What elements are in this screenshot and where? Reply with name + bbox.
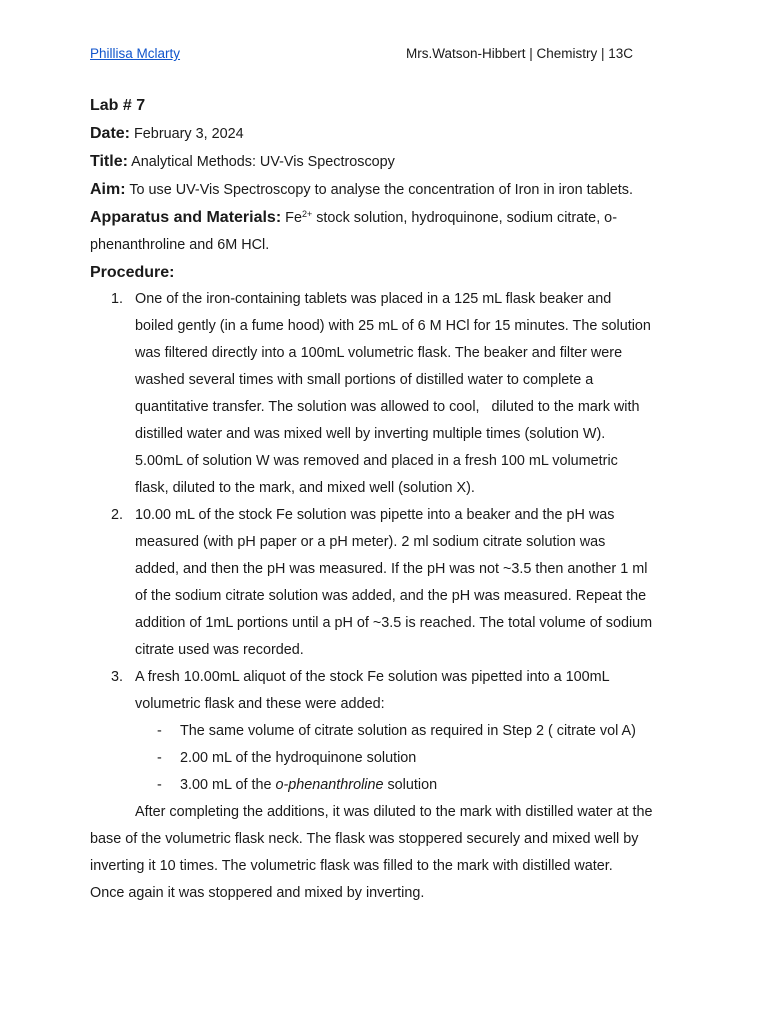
lab-number [90, 92, 690, 120]
step-line: quantitative transfer. The solution was allowed to cool, diluted to the mark with [135, 399, 640, 415]
title-label: Title: [90, 153, 128, 170]
step-line: boiled gently (in a fume hood) with 25 mL of 6 M HCl for 15 minutes. The solution [135, 318, 651, 334]
dash-bullet: - [157, 723, 162, 739]
addition-item [135, 772, 690, 799]
addition-text-italic: o-phenanthroline [275, 777, 384, 793]
date-label: Date: [90, 125, 131, 142]
procedure-heading: Procedure: [90, 264, 175, 281]
aim-line [90, 176, 690, 204]
fe-charge: 2+ [301, 209, 313, 219]
closing-line: inverting it 10 times. The volumetric flask was filled to the mark with distilled water. [90, 858, 613, 874]
date-value: February 3, 2024 [134, 126, 244, 142]
addition-text-post: solution [383, 777, 438, 793]
dash-bullet: - [157, 777, 162, 793]
step-number: 2. [111, 507, 124, 523]
step-line: citrate used was recorded. [135, 642, 304, 658]
additions-list [135, 718, 690, 799]
addition-text: 2.00 mL of the hydroquinone solution [180, 750, 417, 766]
closing-line: Once again it was stoppered and mixed by inverting. [90, 885, 425, 901]
step-line: A fresh 10.00mL aliquot of the stock Fe solution was pipetted into a 100mL [135, 669, 610, 685]
addition-item [135, 718, 690, 745]
page-header [90, 46, 678, 64]
procedure-step-3 [90, 664, 690, 799]
step-line: of the sodium citrate solution was added, and the pH was measured. Repeat the [135, 588, 647, 604]
step-line: 5.00mL of solution W was removed and placed in a fresh 100 mL volumetric [135, 453, 618, 469]
apparatus-label: Apparatus and Materials: [90, 209, 282, 226]
step-line: was filtered directly into a 100mL volumetric flask. The beaker and filter were [135, 345, 623, 361]
title-line [90, 148, 690, 176]
step-line: flask, diluted to the mark, and mixed well (solution X). [135, 480, 475, 496]
addition-item [135, 745, 690, 772]
addition-text-pre: 3.00 mL of the [180, 777, 276, 793]
step-line: 10.00 mL of the stock Fe solution was pipette into a beaker and the pH was [135, 507, 615, 523]
dash-bullet: - [157, 750, 162, 766]
step-line: distilled water and was mixed well by inverting multiple times (solution W). [135, 426, 606, 442]
document-body [90, 92, 690, 907]
apparatus-text-1: stock solution, hydroquinone, sodium citrate, o- [312, 210, 617, 226]
aim-label: Aim: [90, 181, 126, 198]
step-number: 1. [111, 291, 124, 307]
aim-value: To use UV-Vis Spectroscopy to analyse the concentration of Iron in iron tablets. [129, 182, 633, 198]
step-number: 3. [111, 669, 124, 685]
step-line: addition of 1mL portions until a pH of ~3.5 is reached. The total volume of sodium [135, 615, 653, 631]
procedure-steps [90, 286, 690, 799]
fe-symbol: Fe [285, 210, 302, 226]
step-line: measured (with pH paper or a pH meter). 2 ml sodium citrate solution was [135, 534, 606, 550]
lab-number-text: Lab # 7 [90, 97, 146, 114]
procedure-step-2 [90, 502, 690, 664]
apparatus-line-2: phenanthroline and 6M HCl. [90, 237, 270, 253]
step-line: washed several times with small portions of distilled water to complete a [135, 372, 594, 388]
closing-line: After completing the additions, it was diluted to the mark with distilled water at the [135, 804, 653, 820]
addition-text: The same volume of citrate solution as required in Step 2 ( citrate vol A) [180, 723, 636, 739]
apparatus-line [90, 204, 690, 232]
closing-paragraph [90, 799, 690, 826]
course-info: Mrs.Watson-Hibbert | Chemistry | 13C [406, 46, 634, 61]
step-line: added, and then the pH was measured. If the pH was not ~3.5 then another 1 ml [135, 561, 648, 577]
date-line [90, 120, 690, 148]
procedure-step-1 [90, 286, 690, 502]
step-line: volumetric flask and these were added: [135, 696, 385, 712]
step-line: One of the iron-containing tablets was placed in a 125 mL flask beaker and [135, 291, 612, 307]
title-value: Analytical Methods: UV-Vis Spectroscopy [131, 154, 395, 170]
closing-line: base of the volumetric flask neck. The flask was stoppered securely and mixed well by [90, 831, 639, 847]
author-link[interactable]: Phillisa Mclarty [90, 46, 181, 61]
